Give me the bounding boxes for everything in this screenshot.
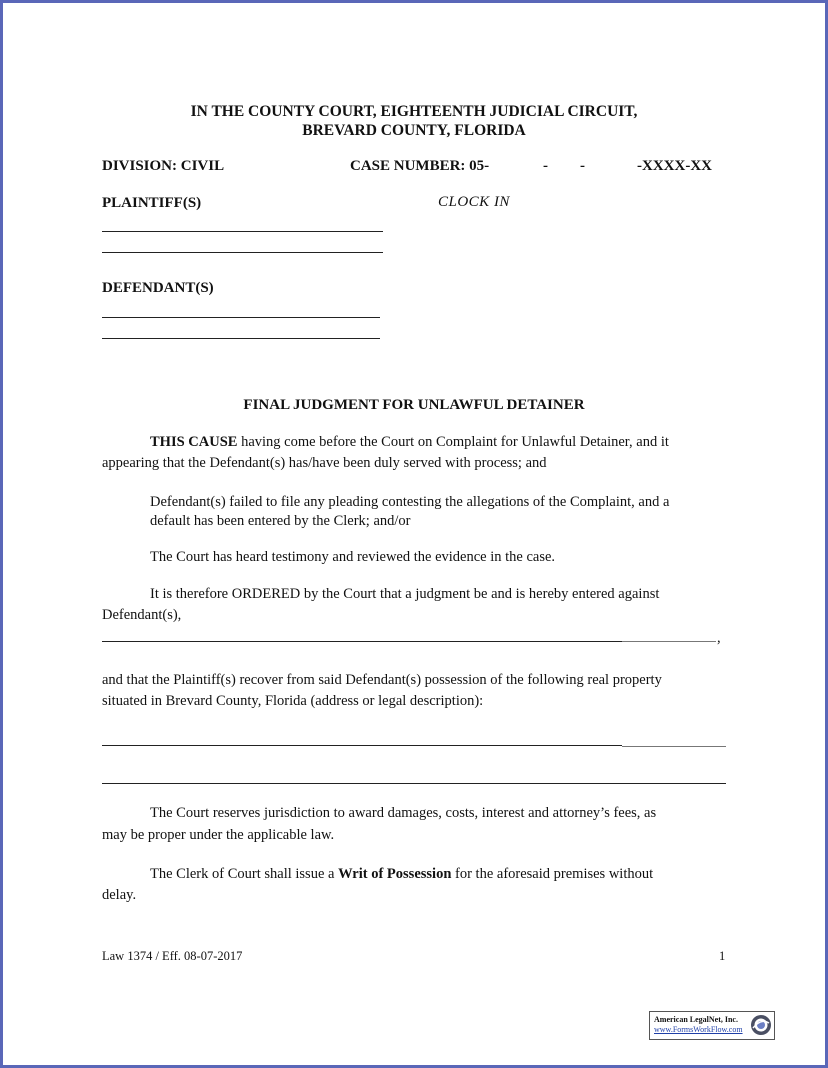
case-number-label: CASE NUMBER: 05- [350, 158, 490, 174]
document-title: FINAL JUDGMENT FOR UNLAWFUL DETAINER [243, 397, 585, 413]
paragraph-1-line-1 [150, 432, 669, 453]
plaintiff-blank-line-2[interactable] [102, 252, 383, 253]
paragraph-4-line-1: It is therefore ORDERED by the Court that a judgment be and is hereby entered against [150, 586, 660, 602]
defendant-line-comma: , [717, 630, 721, 646]
paragraph-1-rest: having come before the Court on Complaint for Unlawful Detainer, and it [237, 434, 669, 450]
division-label: DIVISION: CIVIL [102, 158, 225, 174]
paragraph-2-line-1: Defendant(s) failed to file any pleading contesting the allegations of the Complaint, and a [150, 494, 670, 510]
property-blank-line-1[interactable] [102, 745, 622, 746]
case-number-dash-2: - [580, 158, 585, 174]
defendant-name-blank-line-ext [622, 641, 716, 642]
property-blank-line-2[interactable] [102, 783, 726, 784]
case-number-suffix: -XXXX-XX [637, 158, 712, 174]
paragraph-6-line-1: The Court reserves jurisdiction to award damages, costs, interest and attorney’s fees, as [150, 805, 657, 821]
court-heading-line2: BREVARD COUNTY, FLORIDA [302, 122, 526, 139]
paragraph-6-line-2: may be proper under the applicable law. [102, 827, 335, 843]
plaintiffs-label: PLAINTIFF(S) [102, 195, 202, 211]
logo-website-link[interactable]: www.FormsWorkFlow.com [654, 1025, 743, 1034]
logo-company-name: American LegalNet, Inc. [654, 1015, 738, 1024]
this-cause-lead: THIS CAUSE [150, 434, 238, 450]
american-legalnet-logo[interactable] [649, 1011, 775, 1040]
paragraph-5-line-2: situated in Brevard County, Florida (address or legal description): [102, 693, 484, 709]
property-blank-line-1-ext [622, 746, 726, 747]
defendant-name-blank-line[interactable] [102, 641, 622, 642]
court-heading-line1: IN THE COUNTY COURT, EIGHTEENTH JUDICIAL CIRCUIT, [190, 103, 638, 120]
defendant-blank-line-2[interactable] [102, 338, 380, 339]
paragraph-4-line-2: Defendant(s), [102, 607, 182, 623]
paragraph-3: The Court has heard testimony and reviewed the evidence in the case. [150, 549, 556, 565]
defendants-label: DEFENDANT(S) [102, 280, 214, 296]
clock-in-label: CLOCK IN [438, 194, 510, 210]
form-id-footer: Law 1374 / Eff. 08-07-2017 [102, 949, 243, 963]
globe-icon [750, 1014, 772, 1036]
paragraph-5-line-1: and that the Plaintiff(s) recover from said Defendant(s) possession of the following real property [102, 672, 662, 688]
page-number: 1 [719, 949, 726, 963]
paragraph-1-line-2: appearing that the Defendant(s) has/have been duly served with process; and [102, 455, 547, 471]
paragraph-7-line-1 [150, 864, 653, 885]
writ-of-possession-term: Writ of Possession [338, 866, 452, 882]
plaintiff-blank-line-1[interactable] [102, 231, 383, 232]
case-number-dash-1: - [543, 158, 548, 174]
defendant-blank-line-1[interactable] [102, 317, 380, 318]
paragraph-7-post: for the aforesaid premises without [451, 866, 654, 882]
paragraph-7-line-2: delay. [102, 887, 137, 903]
paragraph-7-pre: The Clerk of Court shall issue a [150, 866, 339, 882]
paragraph-2-line-2: default has been entered by the Clerk; and/or [150, 513, 411, 529]
